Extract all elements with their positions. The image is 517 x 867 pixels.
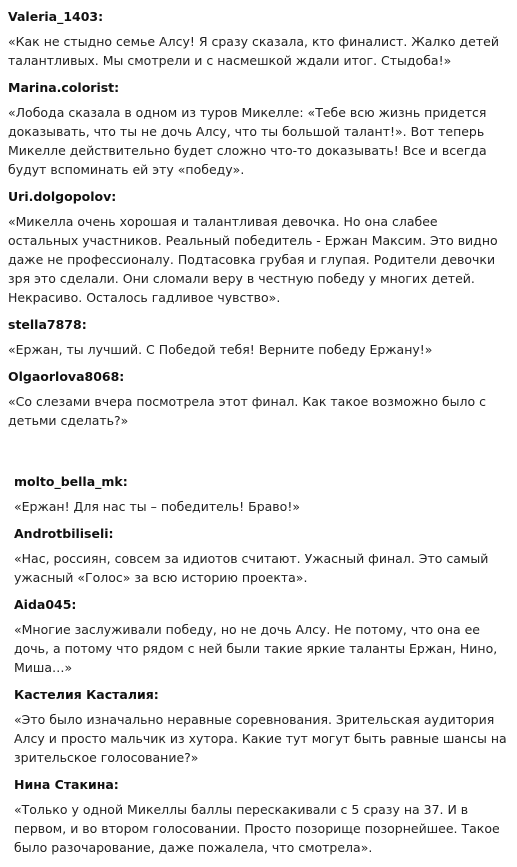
- comment-text: «Ержан! Для нас ты – победитель! Браво!»: [14, 499, 300, 514]
- comment-text: «Микелла очень хорошая и талантливая девочка. Но она слабее остальных участников. Реальный победитель - Ержан Максим. Это видно даже не профессионалу. Подтасовка грубая и глупая. Родители девочки зря это сделали. Они сломали веру в честную победу у многих детей. Некрасиво. Осталось гадливое чувство».: [8, 214, 498, 305]
- comment-text: «Как не стыдно семье Алсу! Я сразу сказала, кто финалист. Жалко детей талантливых. Мы смотрели и с насмешкой ждали итог. Стыдоба!»: [8, 34, 499, 68]
- comment-author: Uri.dolgopolov:: [8, 189, 117, 204]
- comment-author: stella7878:: [8, 317, 87, 332]
- comment-author: Valeria_1403:: [8, 9, 104, 24]
- comment-text: «Только у одной Микеллы баллы перескакивали с 5 сразу на 37. И в первом, и во втором голосовании. Просто позорище позорнейшее. Такое было разочарование, даже пожалела, что смотрела».: [14, 802, 500, 855]
- comment-text: «Многие заслуживали победу, но не дочь Алсу. Не потому, что она ее дочь, а потому что рядом с ней были такие яркие таланты Ержан, Нино, Миша…»: [14, 622, 498, 675]
- comment-author: Aida045:: [14, 597, 77, 612]
- comments-group-one: [8, 9, 508, 440]
- comment-author: Кастелия Касталия:: [14, 687, 159, 702]
- comment-text: «Ержан, ты лучший. С Победой тебя! Верните победу Ержану!»: [8, 342, 433, 357]
- comment-valeria: [8, 9, 508, 70]
- comment-nina: [14, 777, 508, 857]
- comment-androtbiliseli: [14, 526, 508, 587]
- comment-molto-bella: [14, 474, 508, 516]
- comment-text: «Это было изначально неравные соревнования. Зрительская аудитория Алсу и просто мальчик из хутора. Какие тут могут быть равные шансы на зрительское голосование?»: [14, 712, 507, 765]
- comment-marina: [8, 80, 508, 179]
- comments-group-two: [14, 474, 508, 867]
- comment-stella: [8, 317, 508, 359]
- comment-author: Marina.colorist:: [8, 80, 120, 95]
- comment-kastelia: [14, 687, 508, 767]
- comment-text: «Нас, россиян, совсем за идиотов считают. Ужасный финал. Это самый ужасный «Голос» за всю историю проекта».: [14, 551, 489, 585]
- comment-author: molto_bella_mk:: [14, 474, 128, 489]
- comment-author: Androtbiliseli:: [14, 526, 114, 541]
- comment-uri: [8, 189, 508, 307]
- comment-author: Нина Стакина:: [14, 777, 119, 792]
- comment-olgaorlova: [8, 369, 508, 430]
- comment-aida: [14, 597, 508, 677]
- comment-author: Olgaorlova8068:: [8, 369, 125, 384]
- comment-text: «Лобода сказала в одном из туров Микелле: «Тебе всю жизнь придется доказывать, что ты не дочь Алсу, что ты большой талант!». Вот теперь Микелле действительно будет сложно что-то доказывать! Все и всегда будут вспоминать ей эту «победу».: [8, 105, 487, 177]
- comment-text: «Со слезами вчера посмотрела этот финал. Как такое возможно было с детьми сделать?»: [8, 394, 487, 428]
